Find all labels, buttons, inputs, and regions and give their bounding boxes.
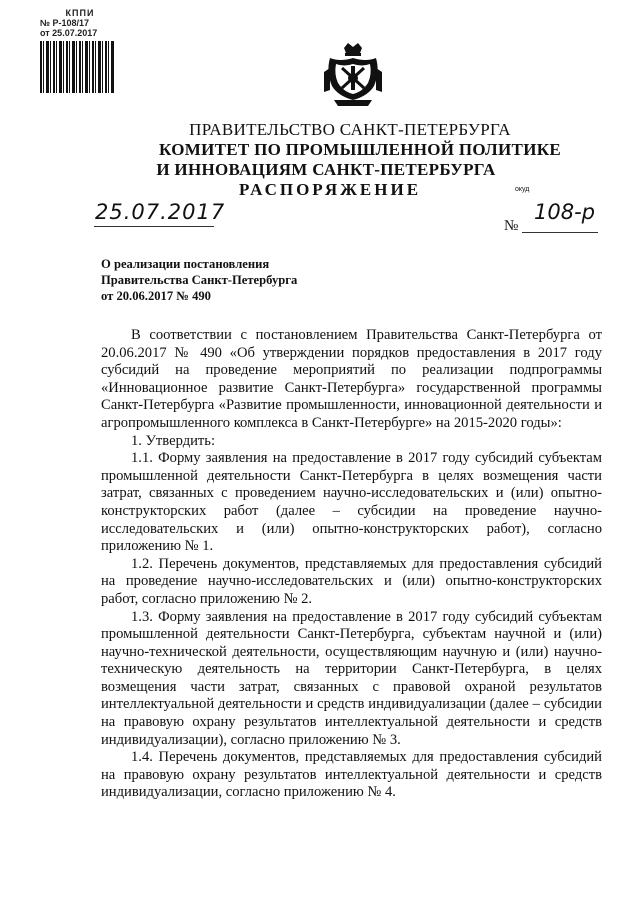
list-item: 1.1. Форму заявления на предоставление в 2017 году субсидий субъектам промышленной деятельности Санкт-Петербурга в целях возмещения части затрат, связанных с проведением научно-исследовательских и (или) опытно-конструкторских работ (далее – субсидии на проведение научно-исследовательских и (или) опытно-конструкторских работ), согласно приложению № 1. xyxy=(101,450,602,555)
stamp-date: от 25.07.2017 xyxy=(40,28,98,38)
date-underline xyxy=(94,226,214,227)
number-underline xyxy=(522,232,598,233)
approve-paragraph: 1. Утвердить: xyxy=(131,432,216,449)
handwritten-date: 25.07.2017 xyxy=(95,200,226,224)
document-body xyxy=(101,327,602,802)
intro-paragraph: В соответствии с постановлением Правительства Санкт-Петербурга от 20.06.2017 № 490 «Об утверждении порядков предоставления в 2017 году субсидий на проведение мероприятий по реализации подпрограммы «Инновационное развитие Санкт-Петербурга» государственной программы Санкт-Петербурга «Развитие промышленности, инновационной деятельности и агропромышленного комплекса в Санкт-Петербурге» на 2015-2020 годы»: xyxy=(101,327,602,431)
handwritten-number: 108-р xyxy=(534,200,595,224)
list-item: 1.2. Перечень документов, представляемых для предоставления субсидий на проведение научно-исследовательских и (или) опытно-конструкторских работ, согласно приложению № 2. xyxy=(101,555,602,607)
coat-of-arms-icon xyxy=(322,42,384,108)
subject-line2: Правительства Санкт-Петербурга xyxy=(101,273,298,287)
document-subject xyxy=(101,256,361,304)
list-item: 1.4. Перечень документов, представляемых для предоставления субсидий на правовую охрану результатов интеллектуальной деятельности и средств индивидуализации, согласно приложению № 4. xyxy=(101,749,602,801)
government-name: ПРАВИТЕЛЬСТВО САНКТ-ПЕТЕРБУРГА xyxy=(189,120,511,139)
subject-line3: от 20.06.2017 № 490 xyxy=(101,289,211,303)
stamp-org: КППИ xyxy=(65,8,95,18)
list-item: 1.3. Форму заявления на предоставление в 2017 году субсидий субъектам промышленной деятельности Санкт-Петербурга, субъектам научной и (или) научно-технической деятельности, осуществляющим научную и (или) научно-техническую деятельность на территории Санкт-Петербурга, в целях возмещения части затрат, связанных с правовой охраной результатов интеллектуальной деятельности и средств индивидуализации (далее – субсидии на правовую охрану результатов интеллектуальной деятельности и средств индивидуализации), согласно приложению № 3. xyxy=(101,608,602,748)
committee-name-line1: КОМИТЕТ ПО ПРОМЫШЛЕННОЙ ПОЛИТИКЕ xyxy=(159,140,561,159)
okud-label: окуд xyxy=(515,186,530,193)
subject-line1: О реализации постановления xyxy=(101,257,270,271)
barcode-image xyxy=(40,41,115,93)
committee-name-line2: И ИННОВАЦИЯМ САНКТ-ПЕТЕРБУРГА xyxy=(156,160,496,179)
registration-stamp xyxy=(40,8,120,93)
number-label: № xyxy=(504,218,519,234)
stamp-number: № Р-108/17 xyxy=(40,18,90,28)
document-type: РАСПОРЯЖЕНИЕ xyxy=(238,180,422,199)
